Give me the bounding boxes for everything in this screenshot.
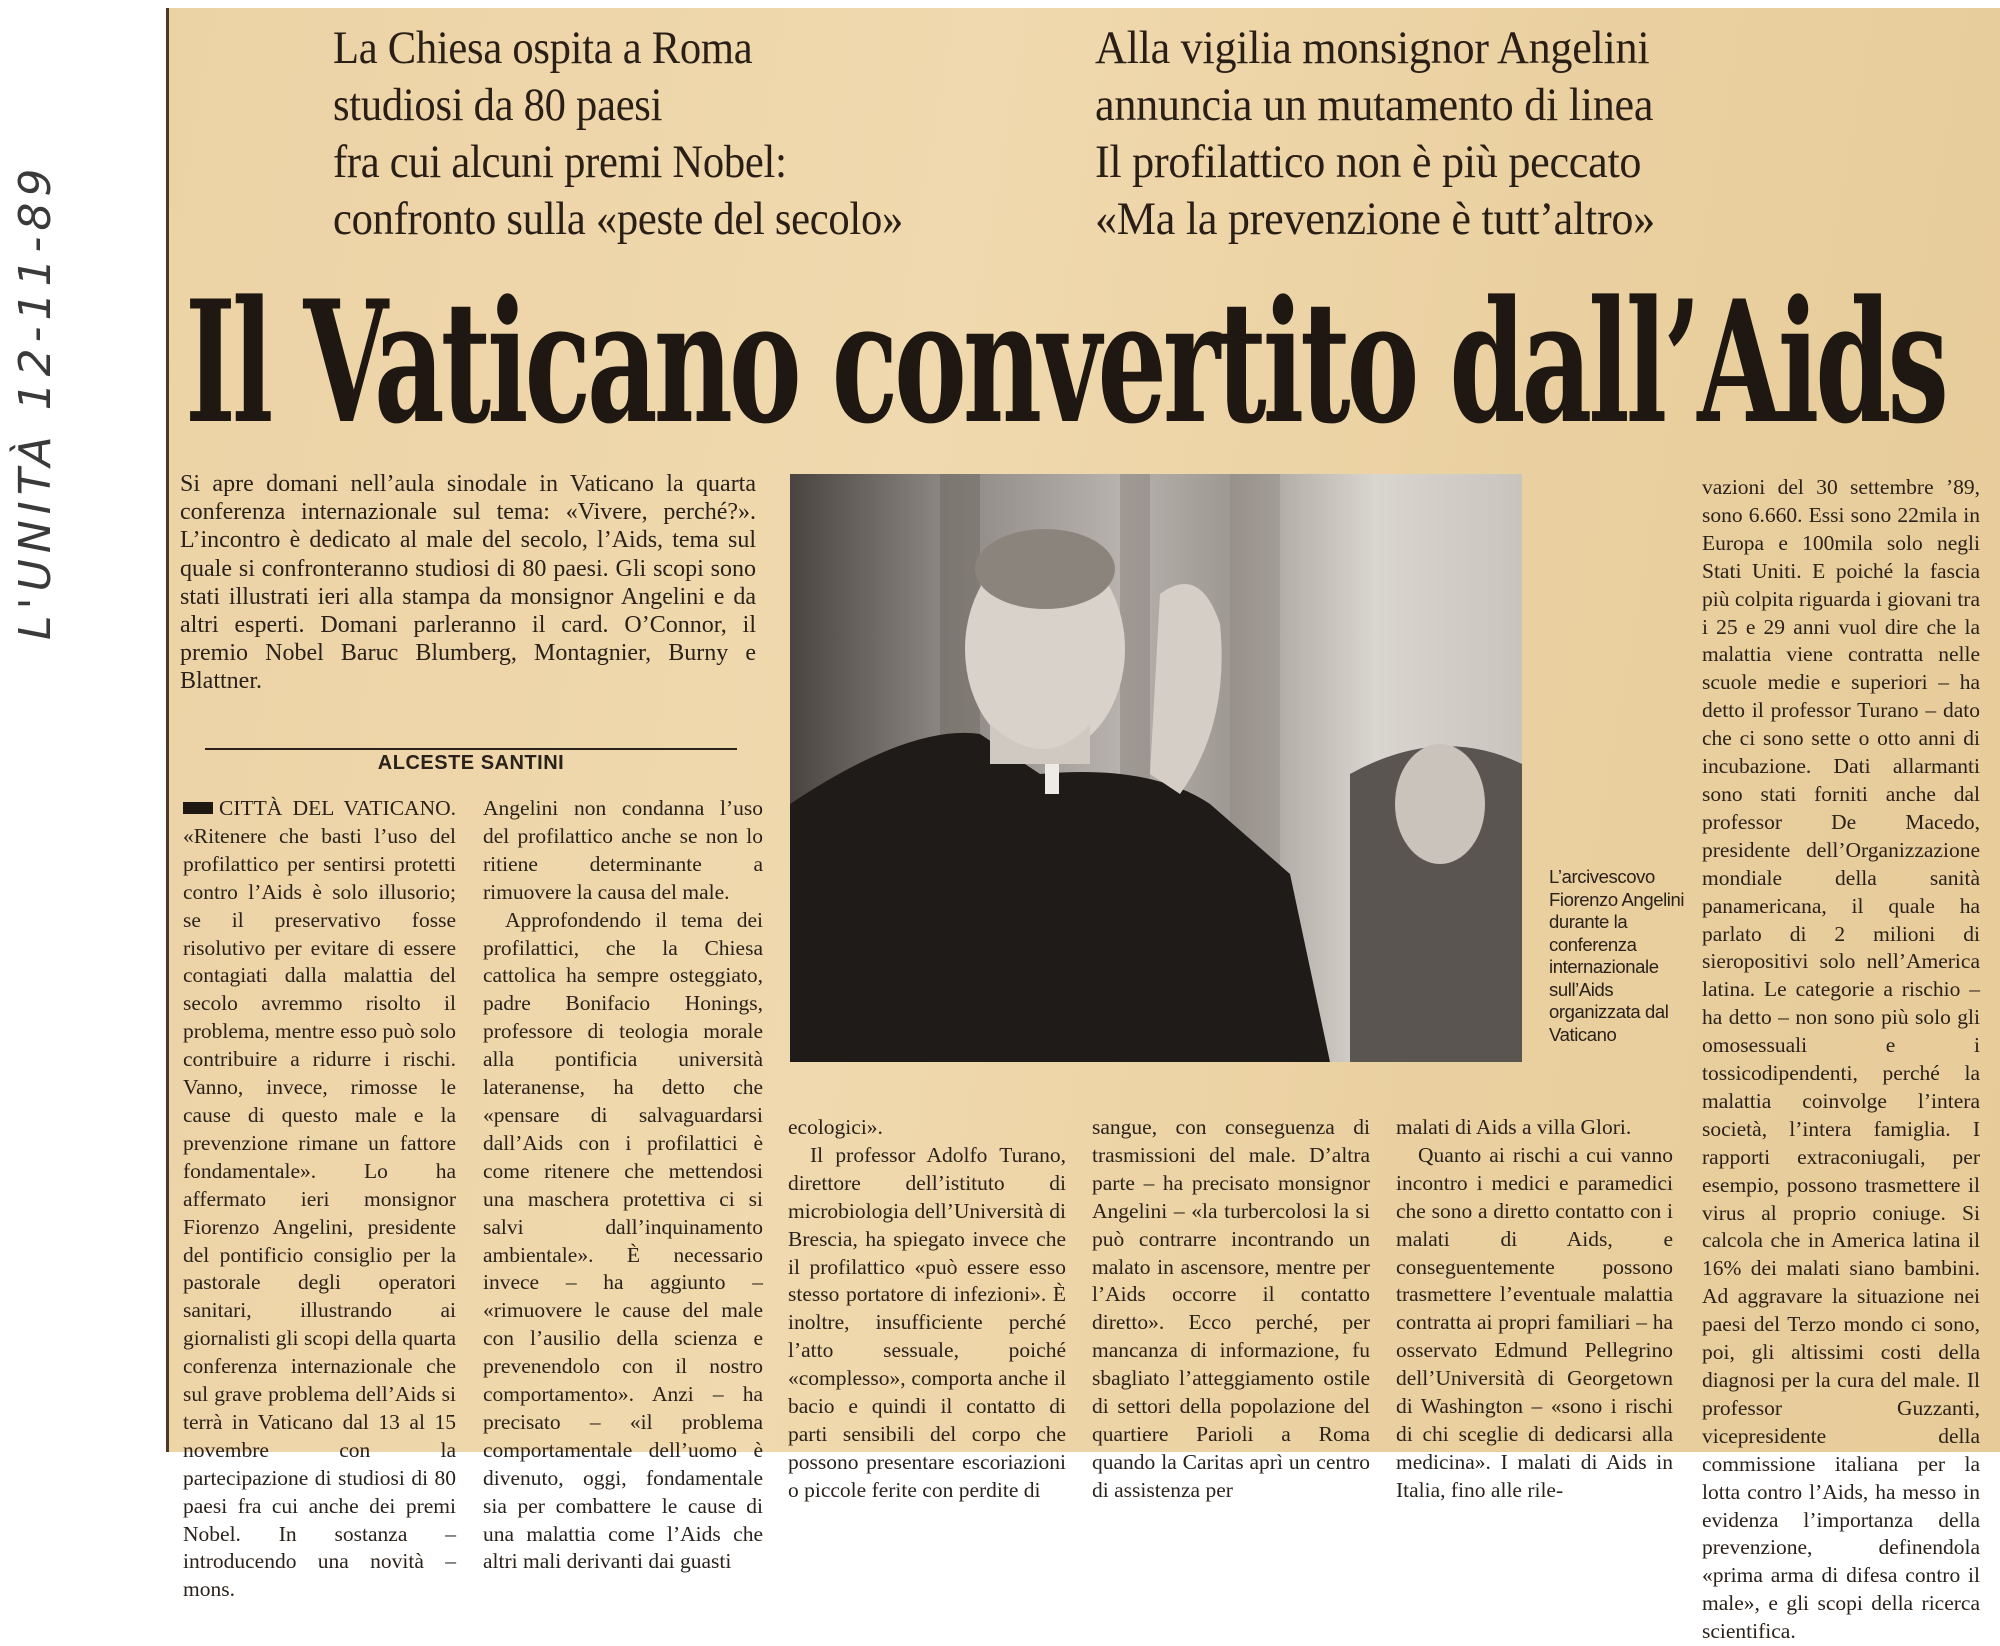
kicker-right bbox=[1095, 20, 1655, 248]
handwritten-source-date: L'UNITÀ 12-11-89 bbox=[10, 162, 61, 640]
article-column-4 bbox=[1092, 1114, 1370, 1505]
kicker-line: Il profilattico non è più peccato bbox=[1095, 136, 1642, 188]
byline: ALCESTE SANTINI bbox=[377, 752, 565, 774]
paragraph: vazioni del 30 settembre ’89, sono 6.660. Essi sono 22mila in Europa e 100mila solo negli Stati Uniti. E poiché la fascia più colpita riguarda i giovani tra i 25 e 29 anni vuol dire che la malattia viene contratta nelle scuole medie e superiori – ha detto il professor Turano – dato che ci sono sette o otto anni di incubazione. Dati allarmanti sono stati forniti anche dal professor De Macedo, presidente dell’Organizzazione mondiale della sanità panamericana, il quale ha parlato di 2 milioni di sieropositivi solo nell’America latina. Le categorie a rischio – ha detto – non sono più solo gli omosessuali e i tossicodipendenti, perché la malattia coinvolge l’intera società, l’intera famiglia. I rapporti extraconiugali, per esempio, possono trasmettere il virus al proprio coniuge. Si calcola che in America latina il 16% dei malati siano bambini. Ad aggravare la situazione nei paesi del Terzo mondo ci sono, poi, gli altissimi costi della diagnosi per la cura del male. Il professor Guzzanti, vicepresidente della commissione italiana per la lotta contro l’Aids, ha messo in evidenza l’importanza della prevenzione, definendola «prima arma di difesa contro il male», e gli scopi della ricerca scientifica. bbox=[1702, 475, 1980, 1644]
paragraph: Approfondendo il tema dei profilattici, che la Chiesa cattolica ha sempre osteggiato, padre Bonifacio Honings, professore di teologia morale alla pontificia università lateranense, ha detto che «pensare di salvaguardarsi dall’Aids con i profilattici è come ritenere che mettendosi una maschera protettiva ci si salvi dall’inquinamento ambientale». È necessario invece – ha aggiunto – «rimuovere le cause del male con l’ausilio della scienza e prevenendolo con il nostro comportamento». Anzi – ha precisato – «il problema comportamentale dell’uomo è divenuto, oggi, fondamentale sia per combattere le cause di una malattia come l’Aids che altri mali derivanti dai guasti bbox=[483, 907, 763, 1574]
article-column-6 bbox=[1702, 474, 1980, 1646]
kicker-left bbox=[333, 20, 903, 248]
photo-image bbox=[790, 474, 1522, 1062]
kicker-line: La Chiesa ospita a Roma bbox=[333, 22, 753, 74]
article-column-1 bbox=[183, 795, 456, 1604]
paragraph: Il professor Adolfo Turano, direttore dell’istituto di microbiologia dell’Università di Brescia, ha spiegato invece che il profilattico «può essere esso stesso portatore di infezioni». È inoltre, insufficiente perché l’atto sessuale, poiché «complesso», comporta anche il bacio e quindi il contatto di parti sensibili del corpo che possono presentare escoriazioni o piccole ferite con perdite di bbox=[788, 1142, 1066, 1502]
paragraph: Angelini non condanna l’uso del profilattico anche se non lo ritiene determinante a rimuovere la causa del male. bbox=[483, 796, 763, 904]
dateline-marker bbox=[183, 802, 213, 814]
paragraph: sangue, con conseguenza di trasmissioni del male. D’altra parte – ha precisato monsignor Angelini – «la turbercolosi la si può contrarre incontrando un malato in ascensore, mentre per l’Aids occorre il contatto diretto». Ecco perché, per mancanza di informazione, fu sbagliato l’atteggiamento ostile di settori della popolazione del quartiere Parioli a Roma quando la Caritas aprì un centro di assistenza per bbox=[1092, 1115, 1370, 1502]
photo-archbishop-angelini bbox=[790, 474, 1522, 1062]
kicker-line: «Ma la prevenzione è tutt’altro» bbox=[1095, 193, 1655, 245]
headline-text: Il Vaticano convertito dall’Aids bbox=[185, 263, 1945, 461]
paragraph: «Ritenere che basti l’uso del profilattico per sentirsi protetti contro l’Aids è solo illusorio; se il preservativo fosse risolutivo per evitare di essere contagiati dalla malattia del secolo avremmo risolto il problema, mentre esso può solo contribuire a ridurre i rischi. Vanno, invece, rimosse le cause di questo male e la prevenzione rimane un fattore fondamentale». Lo ha affermato ieri monsignor Fiorenzo Angelini, presidente del pontificio consiglio per la pastorale degli operatori sanitari, illustrando ai giornalisti gli scopi della quarta conferenza internazionale che sul grave problema dell’Aids si terrà in Vaticano dal 13 al 15 novembre con la partecipazione di studiosi di 80 paesi fra cui anche dei premi Nobel. In sostanza – introducendo una novità – mons. bbox=[183, 823, 456, 1602]
dateline: CITTÀ DEL VATICANO. bbox=[219, 796, 456, 820]
article-column-2 bbox=[483, 795, 763, 1576]
kicker-line: fra cui alcuni premi Nobel: bbox=[333, 136, 787, 188]
paragraph: malati di Aids a villa Glori. bbox=[1396, 1115, 1632, 1139]
lead-paragraph: Si apre domani nell’aula sinodale in Vaticano la quarta conferenza internazionale sul tema: «Vivere, perché?». L’incontro è dedicato al male del secolo, l’Aids, tema sul quale si confronteranno studiosi di 80 paesi. Gli scopi sono stati illustrati ieri alla stampa da monsignor Angelini e da altri esperti. Domani parleranno il card. O’Connor, il premio Nobel Baruc Blumberg, Montagnier, Burny e Blattner. bbox=[180, 471, 756, 695]
article-column-5 bbox=[1396, 1114, 1673, 1505]
paragraph: ecologici». bbox=[788, 1115, 883, 1139]
kicker-line: studiosi da 80 paesi bbox=[333, 79, 663, 131]
headline bbox=[185, 263, 1945, 461]
byline-rule bbox=[205, 748, 737, 750]
paragraph: Quanto ai rischi a cui vanno incontro i medici e paramedici che sono a diretto contatto con i malati di Aids, e conseguentemente possono trasmettere l’eventuale malattia contratta ai propri familiari – ha osservato Edmund Pellegrino dell’Università di Georgetown di Washington – «sono i rischi di chi sceglie di dedicarsi alla medicina». I malati di Aids in Italia, fino alle rile- bbox=[1396, 1142, 1673, 1502]
kicker-line: annuncia un mutamento di linea bbox=[1095, 79, 1654, 131]
kicker-line: Alla vigilia monsignor Angelini bbox=[1095, 22, 1650, 74]
photo-caption: L’arcivescovo Fiorenzo Angelini durante la conferenza internazionale sull’Aids organizzata dal Vaticano bbox=[1549, 866, 1685, 1045]
kicker-line: confronto sulla «peste del secolo» bbox=[333, 193, 903, 245]
article-column-3 bbox=[788, 1114, 1066, 1505]
